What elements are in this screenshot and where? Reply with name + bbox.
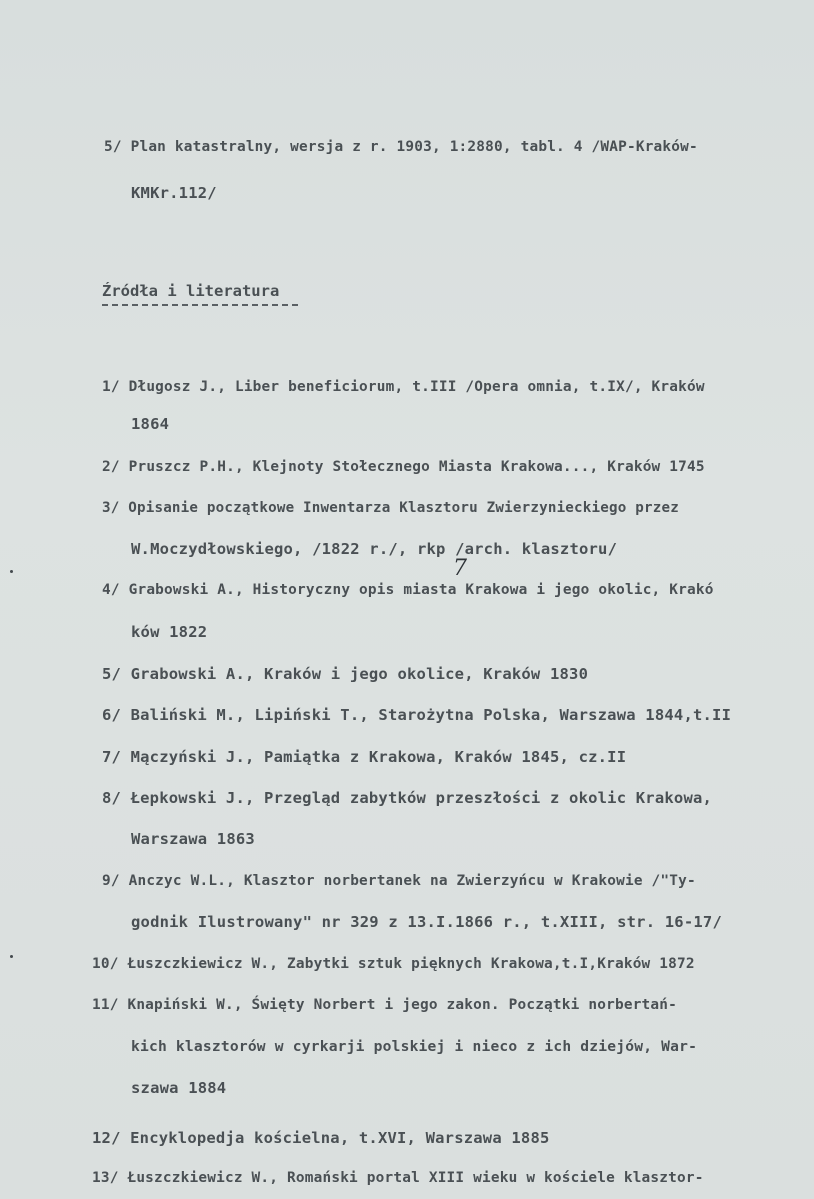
text-line: 3/ Opisanie początkowe Inwentarza Klasztoru Zwierzynieckiego przez — [102, 500, 679, 516]
text-line: W.Moczydłowskiego, /1822 r./, rkp /arch. klasztoru/ — [131, 540, 618, 558]
handwritten-mark: 7 — [453, 556, 467, 581]
text-line: 11/ Knapiński W., Święty Norbert i jego zakon. Początki norbertań- — [92, 997, 678, 1013]
text-line: KMKr.112/ — [131, 184, 217, 202]
text-line: 8/ Łepkowski J., Przegląd zabytków przeszłości z okolic Krakowa, — [102, 789, 713, 807]
text-line: Warszawa 1863 — [131, 830, 255, 848]
text-line: 9/ Anczyc W.L., Klasztor norbertanek na Zwierzyńcu w Krakowie /"Ty- — [102, 873, 696, 889]
text-line: godnik Ilustrowany" nr 329 z 13.I.1866 r., t.XIII, str. 16-17/ — [131, 913, 722, 931]
text-line: 4/ Grabowski A., Historyczny opis miasta Krakowa i jego okolic, Krakó — [102, 582, 714, 598]
margin-dot — [10, 570, 13, 573]
text-line: szawa 1884 — [131, 1079, 227, 1097]
text-line: 10/ Łuszczkiewicz W., Zabytki sztuk pięknych Krakowa,t.I,Kraków 1872 — [92, 956, 695, 972]
text-line: 2/ Pruszcz P.H., Klejnoty Stołecznego Miasta Krakowa..., Kraków 1745 — [102, 459, 705, 475]
text-line: ków 1822 — [131, 623, 208, 641]
section-heading: Źródła i literatura — [102, 282, 280, 300]
text-line: 13/ Łuszczkiewicz W., Romański portal XIII wieku w kościele klasztor- — [92, 1170, 704, 1186]
margin-dot — [10, 955, 13, 958]
text-line: kich klasztorów w cyrkarji polskiej i nieco z ich dziejów, War- — [131, 1038, 698, 1055]
text-line: 6/ Baliński M., Lipiński T., Starożytna Polska, Warszawa 1844,t.II — [102, 706, 732, 724]
text-line: 5/ Grabowski A., Kraków i jego okolice, Kraków 1830 — [102, 665, 589, 683]
text-line: 1864 — [131, 415, 170, 433]
text-line: 12/ Encyklopedja kościelna, t.XVI, Warszawa 1885 — [92, 1129, 550, 1147]
heading-underline — [102, 304, 298, 306]
text-line: 5/ Plan katastralny, wersja z r. 1903, 1:2880, tabl. 4 /WAP-Kraków- — [104, 139, 698, 155]
text-line: 1/ Długosz J., Liber beneficiorum, t.III /Opera omnia, t.IX/, Kraków — [102, 379, 705, 395]
text-line: 7/ Mączyński J., Pamiątka z Krakowa, Kraków 1845, cz.II — [102, 748, 627, 766]
